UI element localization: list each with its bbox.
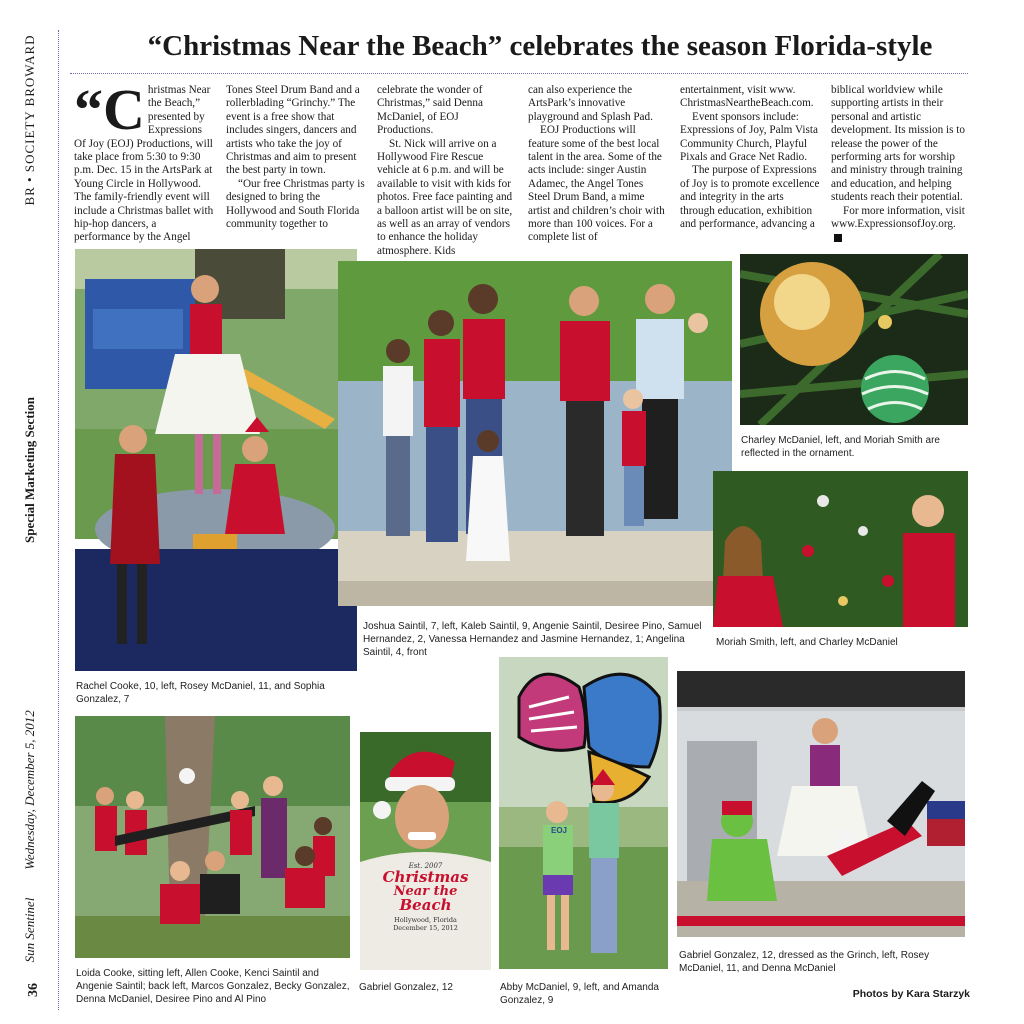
section-label: BR • SOCIETY BROWARD bbox=[22, 34, 37, 206]
article-paragraph: entertainment, visit www. ChristmasNeartheBeach.com. bbox=[680, 84, 814, 110]
article-column-4 bbox=[528, 84, 668, 245]
article-paragraph: Event sponsors include: Expressions of Joy, Palm Vista Community Church, Playful Pixals and Grace Net Radio. bbox=[680, 110, 818, 164]
article-paragraph: celebrate the wonder of Christmas,” said Denna McDaniel, of EOJ Productions. bbox=[377, 84, 483, 137]
sidebar-divider bbox=[58, 30, 59, 1010]
article-paragraph: EOJ Productions will feature some of the best local talent in the area. Some of the acts include: singer Austin Adamec, the Angel Tones Steel Drum Band, a mime artist and children’s choir with more than 100 voices. For a complete list of bbox=[528, 124, 665, 244]
caption-ornament: Charley McDaniel, left, and Moriah Smith are reflected in the ornament. bbox=[741, 435, 940, 459]
shirt-line3: Beach bbox=[399, 896, 452, 914]
caption-family-group: Loida Cooke, sitting left, Allen Cooke, Kenci Saintil and Angenie Saintil; back left, Marcos Gonzalez, Becky Gonzalez, Denna McDaniel, Desiree Pino and Al Pino bbox=[76, 968, 350, 1005]
article-paragraph: “Our free Christmas party is designed to bring the Hollywood and South Florida community together to bbox=[226, 177, 365, 231]
photo-playground-girls bbox=[75, 249, 357, 671]
end-mark bbox=[834, 234, 842, 242]
kid-shirt-logo: EOJ bbox=[550, 826, 567, 835]
caption-gabriel: Gabriel Gonzalez, 12 bbox=[359, 982, 453, 993]
shirt-est: Est. 2007 bbox=[408, 862, 443, 870]
shirt-line2: Near the bbox=[393, 884, 458, 899]
headline: “Christmas Near the Beach” celebrates the season Florida-style bbox=[147, 30, 933, 62]
page-number: 36 bbox=[26, 983, 41, 997]
article-paragraph: biblical worldview while supporting artists in their personal and artistic development. Its mission is to release the power of the performing arts for worship and ministry through training and education, and helping students reach their potential. bbox=[831, 84, 965, 204]
caption-christmas-tree: Moriah Smith, left, and Charley McDaniel bbox=[716, 637, 898, 648]
article-column-2 bbox=[226, 84, 366, 231]
caption-butterfly-girls: Abby McDaniel, 9, left, and Amanda Gonzalez, 9 bbox=[500, 982, 659, 1006]
article-paragraph: St. Nick will arrive on a Hollywood Fire Rescue vehicle at 6 p.m. and will be available to visit with kids for photos. Free face painting and a balloon artist will be on site, as well as an array of vendors to enhance the holiday atmosphere. Kids bbox=[377, 137, 513, 257]
article-column-5 bbox=[680, 84, 820, 231]
shirt-line1: Christmas bbox=[382, 868, 469, 886]
article-paragraph: hristmas Near the Beach,” presented by Expressions Of Joy (EOJ) Productions, will take place from 5:30 to 9:30 p.m. Dec. 15 in the ArtsPark at Young Circle in Hollywood. The family-friendly event will include a Christmas ballet with hip-hop dancers, a performance by the Angel bbox=[74, 84, 214, 244]
shirt-logo bbox=[360, 862, 491, 932]
publication-name: Sun Sentinel bbox=[22, 897, 37, 963]
photo-fountain-group bbox=[338, 261, 732, 606]
photo-christmas-tree bbox=[713, 471, 968, 627]
article-paragraph: can also experience the ArtsPark’s innovative playground and Splash Pad. bbox=[528, 84, 653, 123]
article-column-6 bbox=[831, 84, 971, 245]
caption-playground: Rachel Cooke, 10, left, Rosey McDaniel, 11, and Sophia Gonzalez, 7 bbox=[76, 681, 325, 705]
marketing-label: Special Marketing Section bbox=[22, 397, 37, 543]
caption-fountain-group: Joshua Saintil, 7, left, Kaleb Saintil, 9, Angenie Saintil, Desiree Pino, Samuel Hernandez, 2, Vanessa Hernandez and Jasmine Hernandez, 1; Angelina Saintil, 4, front bbox=[363, 621, 702, 658]
headline-rule bbox=[70, 73, 968, 74]
article-paragraph: Tones Steel Drum Band and a rollerblading “Grinchy.” The event is a free show that includes singers, dancers and artists who take the joy of Christmas and aim to present the best party in town. bbox=[226, 84, 360, 177]
photo-family-group bbox=[75, 716, 350, 958]
photo-gabriel bbox=[360, 732, 491, 970]
photo-credit: Photos by Kara Starzyk bbox=[852, 988, 970, 1000]
shirt-place: Hollywood, Florida bbox=[394, 916, 457, 924]
article-paragraph: For more information, visit www.ExpressionsofJoy.org. bbox=[831, 204, 965, 231]
article-column-1 bbox=[74, 77, 214, 245]
photo-butterfly-girls bbox=[499, 657, 668, 969]
photo-grinch-stage bbox=[677, 671, 965, 937]
shirt-date: December 15, 2012 bbox=[393, 924, 458, 932]
article-column-3 bbox=[377, 84, 517, 258]
article-paragraph: The purpose of Expressions of Joy is to promote excellence and integrity in the arts through education, exhibition and performance, advancing a bbox=[680, 164, 820, 231]
photo-ornament bbox=[740, 254, 968, 425]
drop-cap: “C bbox=[74, 77, 145, 142]
issue-date: Wednesday, December 5, 2012 bbox=[22, 710, 37, 870]
caption-grinch-stage: Gabriel Gonzalez, 12, dressed as the Grinch, left, Rosey McDaniel, 11, and Denna McDaniel bbox=[679, 950, 930, 974]
